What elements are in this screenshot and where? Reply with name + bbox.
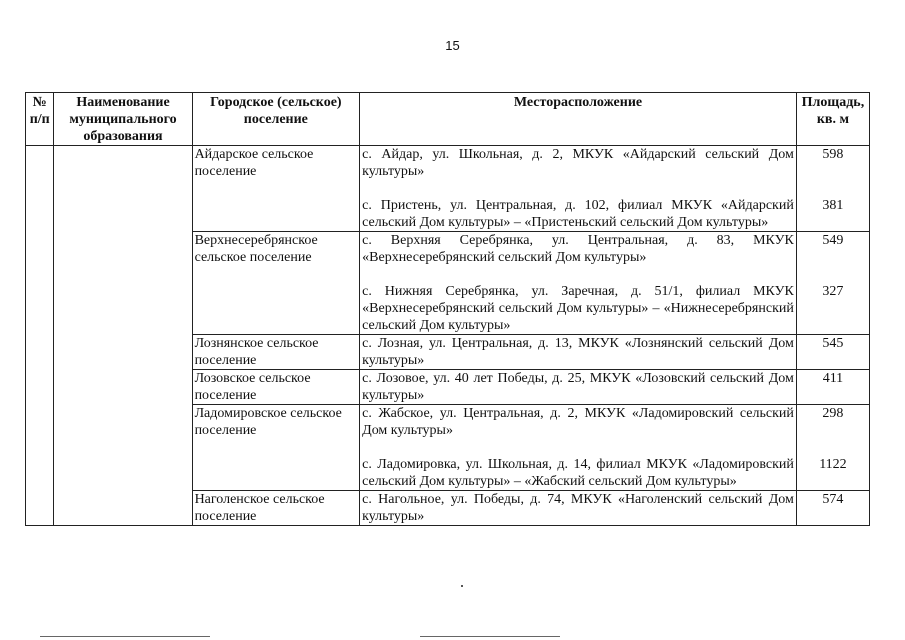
header-municipality: Наименование муниципального образования	[54, 93, 192, 146]
cell-area	[796, 491, 869, 526]
cell-area	[796, 370, 869, 405]
area-value: 549	[822, 233, 844, 248]
cell-area	[796, 335, 869, 370]
location-entry: с. Пристень, ул. Центральная, д. 102, филиал МКУК «Айдарский сельский Дом культуры» – «Пристеньский сельский Дом культуры»	[362, 198, 794, 230]
cell-settlement: Наголенское сельское поселение	[192, 491, 360, 526]
header-number-line1: №	[32, 95, 47, 110]
cell-settlement: Айдарское сельское поселение	[192, 146, 360, 232]
header-number	[26, 93, 54, 146]
location-entry: с. Ладомировка, ул. Школьная, д. 14, филиал МКУК «Ладомировский сельский Дом культуры» – «Жабский сельский Дом культуры»	[362, 457, 794, 489]
cell-location	[360, 491, 797, 526]
cell-settlement: Лозовское сельское поселение	[192, 370, 360, 405]
cell-area	[796, 232, 869, 335]
facilities-table	[25, 92, 870, 526]
area-value: 1122	[819, 457, 847, 472]
footer-rule-left	[40, 636, 210, 637]
location-entry: с. Айдар, ул. Школьная, д. 2, МКУК «Айдарский сельский Дом культуры»	[362, 147, 794, 179]
cell-settlement: Ладомировское сельское поселение	[192, 405, 360, 491]
location-entry: с. Верхняя Серебрянка, ул. Центральная, д. 83, МКУК «Верхнесеребрянский сельский Дом культуры»	[362, 233, 794, 265]
cell-municipality	[54, 146, 192, 526]
location-entry: с. Лозная, ул. Центральная, д. 13, МКУК «Лознянский сельский Дом культуры»	[362, 336, 794, 368]
location-entry: с. Нагольное, ул. Победы, д. 74, МКУК «Наголенский сельский Дом культуры»	[362, 492, 794, 524]
area-value: 574	[822, 492, 844, 507]
cell-area	[796, 146, 869, 232]
table-header-row	[26, 93, 870, 146]
area-value: 298	[822, 406, 844, 421]
header-number-line2: п/п	[29, 112, 50, 127]
location-entry: с. Нижняя Серебрянка, ул. Заречная, д. 51/1, филиал МКУК «Верхнесеребрянский сельский Дом культуры» – «Нижнесеребрянский сельский Дом культуры»	[362, 284, 794, 333]
area-value: 545	[822, 336, 844, 351]
footer-rule-right	[420, 636, 560, 637]
cell-location	[360, 232, 797, 335]
header-location: Месторасположение	[360, 93, 797, 146]
cell-location	[360, 370, 797, 405]
area-value: 598	[822, 147, 844, 162]
location-entry: с. Жабское, ул. Центральная, д. 2, МКУК «Ладомировский сельский Дом культуры»	[362, 406, 794, 438]
area-value: 381	[822, 198, 844, 213]
cell-area	[796, 405, 869, 491]
cell-location	[360, 335, 797, 370]
cell-location	[360, 146, 797, 232]
cell-location	[360, 405, 797, 491]
area-value: 411	[822, 371, 844, 386]
page-number: 15	[445, 38, 460, 53]
cell-settlement: Лознянское сельское поселение	[192, 335, 360, 370]
stray-dot	[461, 585, 463, 587]
header-settlement: Городское (сельское) поселение	[192, 93, 360, 146]
area-value: 327	[822, 284, 844, 299]
location-entry: с. Лозовое, ул. 40 лет Победы, д. 25, МКУК «Лозовский сельский Дом культуры»	[362, 371, 794, 403]
header-area: Площадь, кв. м	[796, 93, 869, 146]
cell-settlement: Верхнесеребрянское сельское поселение	[192, 232, 360, 335]
table-row	[26, 146, 870, 232]
cell-number	[26, 146, 54, 526]
